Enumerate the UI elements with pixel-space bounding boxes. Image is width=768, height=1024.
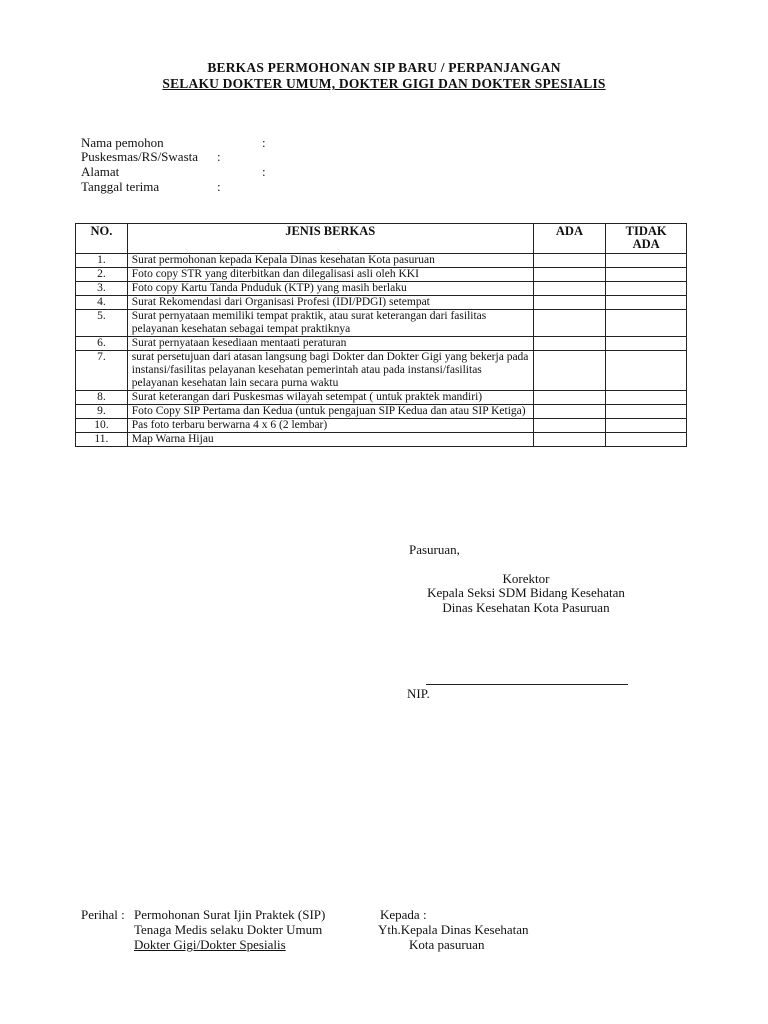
row-jenis-berkas: Pas foto terbaru berwarna 4 x 6 (2 lembar) (127, 419, 533, 433)
row-ada-cell[interactable] (533, 337, 606, 351)
signature-line (426, 684, 628, 685)
row-ada-cell[interactable] (533, 391, 606, 405)
row-number: 7. (76, 351, 128, 391)
row-tidak-ada-cell[interactable] (606, 310, 687, 337)
header-tidak-ada (606, 224, 687, 254)
row-tidak-ada-cell[interactable] (606, 254, 687, 268)
row-tidak-ada-cell[interactable] (606, 391, 687, 405)
row-jenis-berkas: Surat pernyataan memiliki tempat praktik, atau surat keterangan dari fasilitas pelayanan kesehatan sebagai tempat praktiknya (127, 310, 533, 337)
row-ada-cell[interactable] (533, 296, 606, 310)
row-number: 6. (76, 337, 128, 351)
title-line-2-text: SELAKU DOKTER UMUM, DOKTER GIGI DAN DOKTER SPESIALIS (162, 76, 606, 91)
table-row (76, 254, 687, 268)
table-row (76, 433, 687, 447)
row-ada-cell[interactable] (533, 282, 606, 296)
row-tidak-ada-cell[interactable] (606, 351, 687, 391)
table-row (76, 310, 687, 337)
row-tidak-ada-cell[interactable] (606, 405, 687, 419)
signature-office: Dinas Kesehatan Kota Pasuruan (442, 600, 610, 615)
row-ada-cell[interactable] (533, 405, 606, 419)
header-ada: ADA (533, 224, 606, 254)
table-row (76, 351, 687, 391)
kepada-line-1: Yth.Kepala Dinas Kesehatan (378, 922, 529, 937)
table-row (76, 405, 687, 419)
table-row (76, 391, 687, 405)
row-number: 11. (76, 433, 128, 447)
field-nama-pemohon-colon: : (262, 135, 266, 150)
table-row (76, 419, 687, 433)
title-line-1: BERKAS PERMOHONAN SIP BARU / PERPANJANGAN (207, 60, 561, 75)
row-jenis-berkas: Surat Rekomendasi dari Organisasi Profesi (IDI/PDGI) setempat (127, 296, 533, 310)
signature-position: Kepala Seksi SDM Bidang Kesehatan (427, 585, 625, 600)
title-line-2 (0, 76, 768, 92)
row-tidak-ada-cell[interactable] (606, 282, 687, 296)
field-tanggal-terima-colon: : (217, 179, 221, 194)
row-tidak-ada-cell[interactable] (606, 419, 687, 433)
row-jenis-berkas: Foto Copy SIP Pertama dan Kedua (untuk pengajuan SIP Kedua dan atau SIP Ketiga) (127, 405, 533, 419)
perihal-line-3: Dokter Gigi/Dokter Spesialis (134, 937, 286, 952)
row-jenis-berkas: Foto copy Kartu Tanda Pnduduk (KTP) yang masih berlaku (127, 282, 533, 296)
row-number: 5. (76, 310, 128, 337)
field-alamat-colon: : (262, 164, 266, 179)
row-tidak-ada-cell[interactable] (606, 296, 687, 310)
row-jenis-berkas: Surat keterangan dari Puskesmas wilayah setempat ( untuk praktek mandiri) (127, 391, 533, 405)
header-jenis-berkas: JENIS BERKAS (127, 224, 533, 254)
row-ada-cell[interactable] (533, 310, 606, 337)
row-number: 8. (76, 391, 128, 405)
row-ada-cell[interactable] (533, 351, 606, 391)
row-number: 1. (76, 254, 128, 268)
kepada-line-2: Kota pasuruan (409, 937, 485, 952)
field-puskesmas-colon: : (217, 149, 221, 164)
row-tidak-ada-cell[interactable] (606, 268, 687, 282)
perihal-line-1: Permohonan Surat Ijin Praktek (SIP) (134, 907, 326, 922)
perihal-label: Perihal : (81, 907, 125, 922)
row-tidak-ada-cell[interactable] (606, 337, 687, 351)
field-tanggal-terima-label: Tanggal terima (81, 179, 160, 194)
row-ada-cell[interactable] (533, 254, 606, 268)
header-tidak-ada-line1: TIDAK (625, 224, 667, 238)
row-jenis-berkas: surat persetujuan dari atasan langsung bagi Dokter dan Dokter Gigi yang bekerja pada instansi/fasilitas pelayanan kesehatan pemerintah atau pada instansi/fasilitas pelayanan kesehatan lain secara purna waktu (127, 351, 533, 391)
berkas-table (75, 223, 687, 447)
row-number: 2. (76, 268, 128, 282)
table-header-row (76, 224, 687, 254)
perihal-line-2: Tenaga Medis selaku Dokter Umum (134, 922, 323, 937)
row-ada-cell[interactable] (533, 268, 606, 282)
row-tidak-ada-cell[interactable] (606, 433, 687, 447)
row-number: 9. (76, 405, 128, 419)
row-number: 4. (76, 296, 128, 310)
kepada-label: Kepada : (380, 907, 427, 922)
table-row (76, 268, 687, 282)
table-row (76, 282, 687, 296)
table-row (76, 337, 687, 351)
table-row (76, 296, 687, 310)
signature-place: Pasuruan, (409, 542, 460, 557)
header-no: NO. (76, 224, 128, 254)
field-nama-pemohon-label: Nama pemohon (81, 135, 164, 150)
row-number: 3. (76, 282, 128, 296)
row-jenis-berkas: Foto copy STR yang diterbitkan dan dilegalisasi asli oleh KKI (127, 268, 533, 282)
field-puskesmas-label: Puskesmas/RS/Swasta (81, 149, 199, 164)
row-jenis-berkas: Surat permohonan kepada Kepala Dinas kesehatan Kota pasuruan (127, 254, 533, 268)
row-ada-cell[interactable] (533, 419, 606, 433)
signature-role: Korektor (502, 571, 550, 586)
row-number: 10. (76, 419, 128, 433)
row-ada-cell[interactable] (533, 433, 606, 447)
field-alamat-label: Alamat (81, 164, 120, 179)
row-jenis-berkas: Surat pernyataan kesediaan mentaati peraturan (127, 337, 533, 351)
row-jenis-berkas: Map Warna Hijau (127, 433, 533, 447)
signature-nip: NIP. (407, 686, 430, 701)
header-tidak-ada-line2: ADA (632, 237, 660, 251)
